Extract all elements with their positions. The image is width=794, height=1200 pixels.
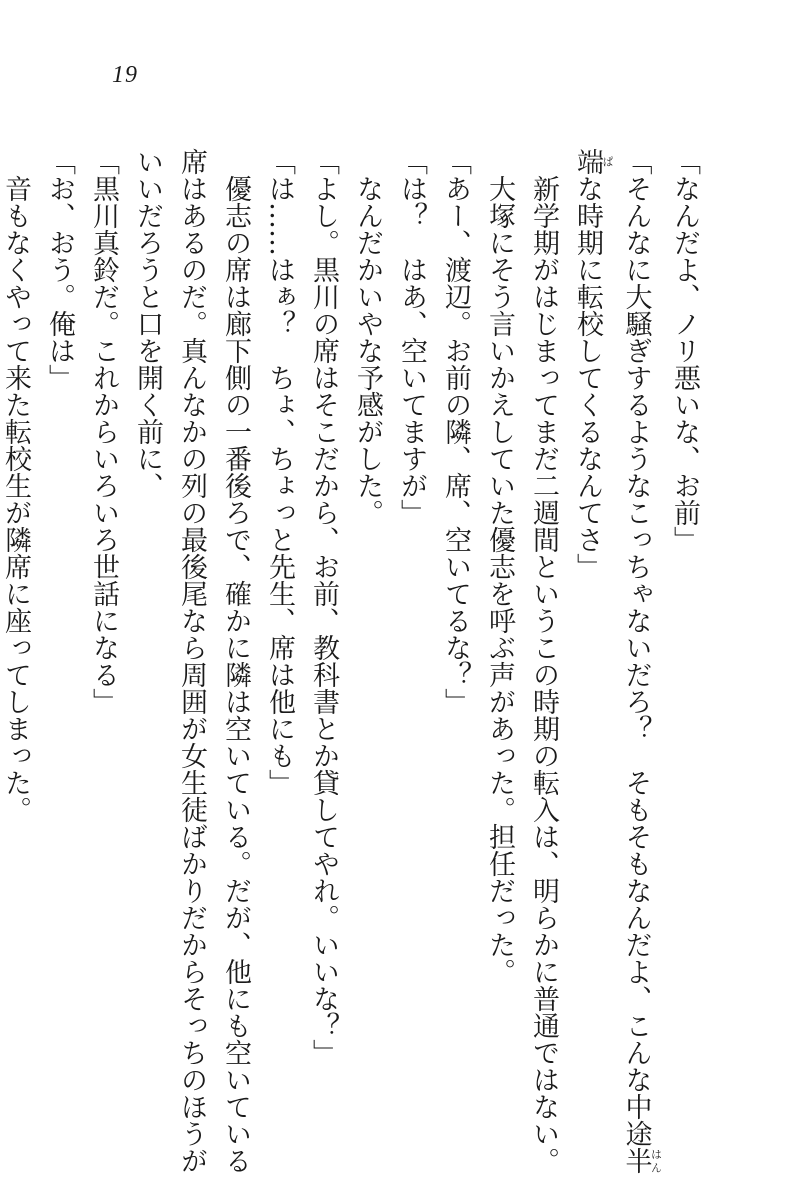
text-line: 「なんだよ、ノリ悪いな、お前」: [669, 148, 700, 553]
text-line: なんだかいやな予感がした。: [352, 175, 383, 526]
body-text: [0, 148, 706, 1174]
text-line: いいだろうと口を開く前に、: [132, 148, 163, 499]
text-line: [614, 148, 663, 1174]
text-line: 優志の席は廊下側の一番後ろで、確かに隣は空いている。だが、他にも空いている: [220, 175, 251, 1174]
text-line-rest: な時期に転校してくるなんてさ」: [572, 175, 603, 580]
text-line: 「あー、渡辺。お前の隣、席、空いてるな？」: [440, 148, 471, 715]
text-line: 新学期がはじまってまだ二週間というこの時期の転入は、明らかに普通ではない。: [528, 175, 559, 1174]
text-line: 「よし。黒川の席はそこだから、お前、教科書とか貸してやれ。いいな？」: [308, 148, 339, 1066]
page-number: 19: [112, 62, 138, 88]
ruby-han-base: 半はん: [620, 1147, 663, 1174]
text-line: 「お、おう。俺は」: [44, 148, 75, 391]
text-line-pre: 「そんなに大騒ぎするようなこっちゃないだろ？ そもそもなんだよ、こんな中途: [620, 148, 652, 1147]
text-line: 「は……はぁ？ ちょ、ちょっと先生、席は他にも」: [264, 148, 295, 796]
ruby-tan: 端ぱ: [572, 148, 614, 175]
text-line: [565, 148, 614, 1128]
text-line: 大塚にそう言いかえしていた優志を呼ぶ声があった。担任だった。: [484, 175, 515, 985]
text-line: 「黒川真鈴だ。これからいろいろ世話になる」: [88, 148, 119, 715]
text-line: 「は？ はあ、空いてますが」: [396, 148, 427, 526]
text-line: 音もなくやって来た転校生が隣席に座ってしまった。: [0, 175, 31, 823]
text-line: 席はあるのだ。真んなかの列の最後尾なら周囲が女生徒ばかりだからそっちのほうが: [176, 148, 207, 1174]
